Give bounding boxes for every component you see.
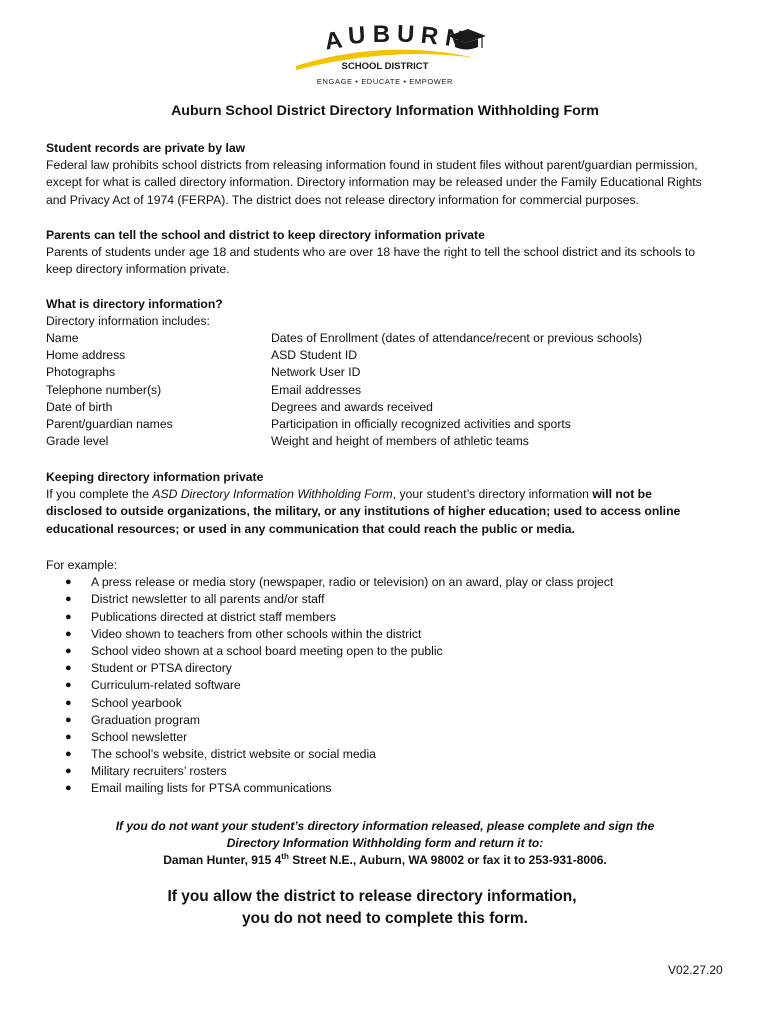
list-item: Degrees and awards received (271, 399, 433, 414)
version-label: V02.27.20 (668, 963, 723, 977)
bullet-icon: ● (65, 679, 72, 692)
list-item-text: District newsletter to all parents and/or staff (91, 592, 325, 607)
list-item-text: School video shown at a school board meeting open to the public (91, 643, 443, 658)
list-item (46, 591, 726, 608)
list-item-text: Student or PTSA directory (91, 661, 232, 676)
list-item: Network User ID (271, 365, 361, 380)
paragraph-line: and Privacy Act of 1974 (FERPA). The district does not release directory information for commercial purposes. (46, 192, 639, 207)
bullet-icon: ● (65, 593, 72, 606)
logo-wordmark (323, 20, 472, 56)
list-item: Name (46, 331, 79, 345)
list-item (46, 746, 726, 763)
list-item: Date of birth (46, 399, 113, 414)
section-parents-rights (46, 227, 726, 279)
examples-list (46, 574, 726, 797)
note-line: you do not need to complete this form. (242, 910, 528, 927)
bullet-icon: ● (65, 748, 72, 761)
logo-letter: B (372, 21, 398, 48)
list-item: Dates of Enrollment (dates of attendance/recent or previous schools) (271, 331, 643, 345)
section-private-by-law (46, 140, 726, 209)
bullet-icon: ● (65, 765, 72, 778)
note-line: If you allow the district to release directory information, (167, 888, 577, 905)
list-item: Weight and height of members of athletic teams (271, 434, 529, 449)
logo-subtitle: SCHOOL DISTRICT (341, 61, 429, 72)
list-item-text: Video shown to teachers from other schools within the district (91, 626, 422, 641)
page-title: Auburn School District Directory Information Withholding Form (171, 103, 599, 119)
list-item-text: Graduation program (91, 712, 201, 727)
return-instructions (0, 818, 770, 868)
text-run: Daman Hunter, 915 4 (163, 852, 282, 867)
bullet-icon: ● (65, 644, 72, 657)
list-item (46, 626, 726, 643)
examples-section (46, 557, 726, 798)
list-item: Home address (46, 348, 126, 363)
paragraph-line (46, 486, 726, 503)
paragraph-line: except for what is called directory information. Directory information may be released under the Family Educational Rights (46, 175, 702, 190)
form-name: ASD Directory Information Withholding Form (152, 487, 393, 502)
paragraph-line: keep directory information private. (46, 262, 230, 277)
paragraph-line: Federal law prohibits school districts from releasing information found in student files without parent/guardian permission, (46, 158, 698, 173)
bullet-icon: ● (65, 730, 72, 743)
logo-tagline: ENGAGE • EDUCATE • EMPOWER (316, 77, 454, 86)
list-item-text: A press release or media story (newspaper, radio or television) on an award, play or class project (91, 575, 614, 590)
list-item-text: School newsletter (91, 729, 188, 744)
instruction-line: If you do not want your student’s directory information released, please complete and sign the (115, 819, 655, 833)
list-item (46, 574, 726, 591)
list-item-text: Curriculum-related software (91, 678, 241, 693)
bullet-icon: ● (65, 696, 72, 709)
paragraph-line: educational resources; or used in any communication that could reach the public or media. (46, 521, 575, 536)
allow-release-note (0, 886, 770, 930)
list-item (46, 712, 726, 729)
section-what-is-directory-info (46, 296, 726, 330)
instruction-line: Directory Information Withholding form and return it to: (226, 835, 544, 850)
list-item: Participation in officially recognized activities and sports (271, 416, 571, 431)
bullet-icon: ● (65, 713, 72, 726)
text-run: If you complete the (46, 487, 153, 502)
text-run: Street N.E., Auburn, WA 98002 or fax it to 253-931-8006. (288, 852, 607, 867)
bullet-icon: ● (65, 610, 72, 623)
list-item (46, 729, 726, 746)
emphasis-text: will not be (592, 487, 652, 502)
section-heading: Keeping directory information private (46, 470, 264, 484)
section-intro: Directory information includes: (46, 314, 210, 329)
paragraph-line: Parents of students under age 18 and students who are over 18 have the right to tell the school district and its schools to (46, 245, 696, 260)
list-item (46, 780, 726, 797)
list-item-text: Military recruiters’ rosters (91, 764, 227, 779)
logo-letter: R (419, 21, 447, 52)
bullet-icon: ● (65, 782, 72, 795)
list-item: ASD Student ID (271, 348, 358, 363)
list-item (46, 660, 726, 677)
section-keeping-private (46, 469, 726, 538)
list-item: Photographs (46, 365, 116, 380)
list-item-text: The school’s website, district website or social media (91, 747, 376, 762)
list-item (46, 677, 726, 694)
list-item: Email addresses (271, 382, 362, 397)
return-address (0, 852, 770, 869)
section-heading: What is directory information? (46, 297, 223, 311)
list-item-text: School yearbook (91, 695, 182, 710)
examples-intro: For example: (46, 558, 118, 572)
text-run: , your student’s directory information (392, 487, 593, 502)
logo-letter: N (442, 24, 472, 55)
logo-letter: A (323, 25, 351, 56)
list-item (46, 763, 726, 780)
logo-letter: U (396, 20, 423, 49)
list-item (46, 609, 726, 626)
list-item-text: Publications directed at district staff members (91, 609, 336, 624)
district-logo (290, 18, 490, 88)
superscript: th (281, 851, 289, 861)
directory-info-right-column (271, 330, 642, 450)
paragraph-line: disclosed to outside organizations, the military, or any institutions of higher education; used to access online (46, 504, 681, 519)
list-item (46, 643, 726, 660)
section-heading: Student records are private by law (46, 141, 246, 155)
directory-info-left-column (46, 330, 173, 450)
list-item: Parent/guardian names (46, 416, 173, 431)
bullet-icon: ● (65, 662, 72, 675)
section-heading: Parents can tell the school and district to keep directory information private (46, 228, 485, 242)
bullet-icon: ● (65, 576, 72, 589)
list-item: Grade level (46, 434, 109, 449)
list-item-text: Email mailing lists for PTSA communications (91, 781, 332, 796)
list-item (46, 695, 726, 712)
list-item: Telephone number(s) (46, 382, 162, 397)
logo-letter: U (347, 21, 374, 50)
bullet-icon: ● (65, 627, 72, 640)
